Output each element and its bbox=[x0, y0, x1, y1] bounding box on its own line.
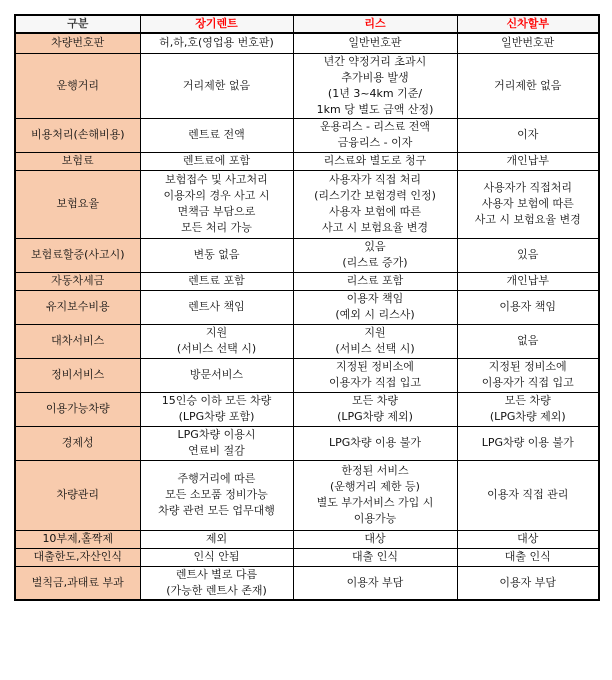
cell-lease bbox=[293, 33, 457, 53]
row-category-label: 보험료할증(사고시) bbox=[15, 238, 140, 272]
cell-text-line: 사용자 보험에 따른 bbox=[328, 205, 421, 218]
cell-installment bbox=[457, 392, 599, 426]
cell-text-line: 이용자 책임 bbox=[346, 292, 404, 305]
cell-text-line: 이용자 부담 bbox=[499, 575, 557, 589]
table-header-row bbox=[15, 15, 599, 33]
cell-text-line: 보험접수 및 사고처리 bbox=[165, 173, 268, 186]
comparison-table-container bbox=[14, 14, 598, 601]
header-category: 구분 bbox=[15, 15, 140, 33]
cell-text-line: (운행거리 제한 등) bbox=[330, 480, 420, 493]
cell-text-line: (예외 시 리스사) bbox=[335, 308, 415, 321]
cell-text-line: 리스료 포함 bbox=[346, 274, 404, 287]
row-category-label: 차량번호판 bbox=[15, 33, 140, 53]
cell-text-line: 차량 관련 모든 업무대행 bbox=[158, 504, 275, 517]
cell-long-term-rent bbox=[140, 238, 293, 272]
cell-long-term-rent bbox=[140, 324, 293, 358]
cell-installment bbox=[457, 33, 599, 53]
cell-text-line: 지정된 정비소에 bbox=[336, 360, 414, 373]
cell-installment bbox=[457, 170, 599, 238]
cell-text-line: (서비스 선택 시) bbox=[335, 342, 415, 355]
cell-text-line: 이용가능 bbox=[353, 512, 397, 525]
row-category-label: 경제성 bbox=[15, 426, 140, 460]
cell-text-line: 면책금 부담으로 bbox=[177, 205, 256, 218]
cell-text-line: 모든 차량 bbox=[351, 394, 398, 407]
header-lease: 리스 bbox=[293, 15, 457, 33]
cell-lease bbox=[293, 460, 457, 530]
table-row bbox=[15, 272, 599, 290]
cell-text-line: (가능한 렌트사 존재) bbox=[166, 583, 267, 597]
cell-text-line: 렌트료 전액 bbox=[188, 128, 245, 141]
cell-text-line: 사고 시 보험요율 변경 bbox=[321, 221, 429, 234]
row-category-label: 벌칙금,과태료 부과 bbox=[15, 566, 140, 600]
cell-installment bbox=[457, 426, 599, 460]
cell-text-line: (리스기간 보험경력 인정) bbox=[314, 189, 436, 202]
cell-text-line: 이용자가 직접 입고 bbox=[328, 376, 421, 389]
cell-long-term-rent bbox=[140, 392, 293, 426]
cell-text-line: 일반번호판 bbox=[501, 36, 555, 50]
cell-text-line: 있음 bbox=[517, 248, 539, 261]
cell-text-line: (1년 3~4km 기준/ bbox=[327, 86, 423, 100]
table-row bbox=[15, 324, 599, 358]
table-row bbox=[15, 290, 599, 324]
cell-text-line: 이용자의 경우 사고 시 bbox=[163, 189, 270, 202]
cell-text-line: 렌트사 책임 bbox=[188, 300, 245, 313]
table-row bbox=[15, 530, 599, 548]
cell-text-line: 이자 bbox=[517, 128, 539, 141]
cell-text-line: 별도 부가서비스 가입 시 bbox=[316, 496, 434, 509]
table-row bbox=[15, 548, 599, 566]
row-category-label: 대출한도,자산인식 bbox=[15, 548, 140, 566]
table-row bbox=[15, 170, 599, 238]
cell-text-line: 렌트료에 포함 bbox=[182, 154, 251, 167]
cell-lease bbox=[293, 530, 457, 548]
cell-text-line: 없음 bbox=[517, 334, 539, 347]
cell-text-line: LPG차량 이용시 bbox=[177, 428, 256, 441]
cell-text-line: 인식 안됨 bbox=[193, 550, 240, 563]
cell-text-line: 모든 처리 가능 bbox=[181, 221, 252, 234]
cell-text-line: 년간 약정거리 초과시 bbox=[323, 54, 427, 68]
cell-text-line: 운용리스 - 리스료 전액 bbox=[319, 120, 431, 133]
cell-lease bbox=[293, 392, 457, 426]
table-row bbox=[15, 358, 599, 392]
cell-long-term-rent bbox=[140, 290, 293, 324]
cell-lease bbox=[293, 290, 457, 324]
cell-text-line: (LPG차량 제외) bbox=[489, 410, 566, 423]
table-body bbox=[15, 33, 599, 600]
cell-text-line: 연료비 절감 bbox=[188, 444, 245, 457]
table-row bbox=[15, 238, 599, 272]
cell-long-term-rent bbox=[140, 548, 293, 566]
cell-text-line: (LPG차량 포함) bbox=[178, 410, 255, 423]
cell-installment bbox=[457, 272, 599, 290]
cell-text-line: 대상 bbox=[364, 532, 386, 545]
cell-installment bbox=[457, 566, 599, 600]
cell-installment bbox=[457, 530, 599, 548]
table-row bbox=[15, 33, 599, 53]
cell-text-line: 이용자가 직접 입고 bbox=[481, 376, 574, 389]
row-category-label: 대차서비스 bbox=[15, 324, 140, 358]
cell-text-line: 거리제한 없음 bbox=[494, 78, 562, 92]
cell-long-term-rent bbox=[140, 460, 293, 530]
table-row bbox=[15, 392, 599, 426]
cell-long-term-rent bbox=[140, 152, 293, 170]
cell-installment bbox=[457, 152, 599, 170]
cell-installment bbox=[457, 290, 599, 324]
cell-installment bbox=[457, 460, 599, 530]
row-category-label: 이용가능차량 bbox=[15, 392, 140, 426]
cell-lease bbox=[293, 272, 457, 290]
cell-lease bbox=[293, 548, 457, 566]
cell-long-term-rent bbox=[140, 272, 293, 290]
cell-lease bbox=[293, 566, 457, 600]
cell-text-line: 렌트사 별로 다름 bbox=[175, 567, 258, 581]
cell-long-term-rent bbox=[140, 358, 293, 392]
cell-text-line: 지원 bbox=[364, 326, 386, 339]
cell-text-line: 허,하,호(영업용 번호판) bbox=[159, 36, 274, 50]
cell-lease bbox=[293, 152, 457, 170]
cell-text-line: 사용자가 직접처리 bbox=[483, 181, 572, 194]
cell-text-line: 개인납부 bbox=[506, 274, 549, 287]
cell-text-line: 개인납부 bbox=[506, 154, 549, 167]
table-row bbox=[15, 152, 599, 170]
header-long-term-rent: 장기렌트 bbox=[140, 15, 293, 33]
cell-lease bbox=[293, 118, 457, 152]
row-category-label: 비용처리(손해비용) bbox=[15, 118, 140, 152]
cell-text-line: (LPG차량 제외) bbox=[337, 410, 413, 423]
cell-lease bbox=[293, 170, 457, 238]
table-row bbox=[15, 460, 599, 530]
table-row bbox=[15, 566, 599, 600]
header-installment: 신차할부 bbox=[457, 15, 599, 33]
cell-text-line: (리스료 증가) bbox=[342, 256, 408, 269]
cell-long-term-rent bbox=[140, 426, 293, 460]
cell-text-line: 15인승 이하 모든 차량 bbox=[161, 394, 272, 407]
cell-text-line: 리스료와 별도로 청구 bbox=[323, 154, 427, 167]
cell-lease bbox=[293, 53, 457, 118]
cell-text-line: 대상 bbox=[517, 532, 539, 545]
cell-long-term-rent bbox=[140, 170, 293, 238]
cell-text-line: 주행거리에 따른 bbox=[177, 472, 256, 485]
cell-installment bbox=[457, 548, 599, 566]
cell-long-term-rent bbox=[140, 566, 293, 600]
cell-lease bbox=[293, 426, 457, 460]
cell-text-line: 금융리스 - 이자 bbox=[337, 136, 413, 149]
cell-text-line: (서비스 선택 시) bbox=[176, 342, 257, 355]
cell-text-line: 있음 bbox=[364, 240, 386, 253]
cell-installment bbox=[457, 118, 599, 152]
cell-text-line: 사고 시 보험요율 변경 bbox=[474, 213, 581, 226]
cell-text-line: 대출 인식 bbox=[351, 550, 398, 563]
row-category-label: 정비서비스 bbox=[15, 358, 140, 392]
cell-lease bbox=[293, 324, 457, 358]
row-category-label: 자동차세금 bbox=[15, 272, 140, 290]
row-category-label: 운행거리 bbox=[15, 53, 140, 118]
row-category-label: 차량관리 bbox=[15, 460, 140, 530]
cell-long-term-rent bbox=[140, 33, 293, 53]
cell-text-line: 모든 소모품 정비가능 bbox=[165, 488, 268, 501]
row-category-label: 보험료 bbox=[15, 152, 140, 170]
cell-text-line: 지정된 정비소에 bbox=[488, 360, 567, 373]
table-row bbox=[15, 426, 599, 460]
cell-long-term-rent bbox=[140, 53, 293, 118]
cell-lease bbox=[293, 238, 457, 272]
cell-text-line: 이용자 직접 관리 bbox=[487, 488, 569, 501]
cell-text-line: 변동 없음 bbox=[193, 248, 240, 261]
cell-text-line: LPG차량 이용 불가 bbox=[328, 436, 422, 449]
cell-long-term-rent bbox=[140, 530, 293, 548]
cell-text-line: 방문서비스 bbox=[189, 368, 244, 381]
cell-text-line: 추가비용 발생 bbox=[341, 70, 409, 84]
cell-text-line: 이용자 부담 bbox=[346, 575, 404, 589]
table-row bbox=[15, 53, 599, 118]
row-category-label: 10부제,홀짝제 bbox=[15, 530, 140, 548]
cell-text-line: 일반번호판 bbox=[348, 36, 402, 50]
row-category-label: 보험요율 bbox=[15, 170, 140, 238]
cell-text-line: 모든 차량 bbox=[504, 394, 551, 407]
cell-text-line: 제외 bbox=[205, 532, 228, 545]
cell-installment bbox=[457, 238, 599, 272]
table-row bbox=[15, 118, 599, 152]
cell-text-line: 거리제한 없음 bbox=[182, 78, 251, 92]
cell-text-line: 지원 bbox=[205, 326, 228, 339]
cell-installment bbox=[457, 358, 599, 392]
cell-text-line: 사용자 보험에 따른 bbox=[481, 197, 574, 210]
cell-text-line: 사용자가 직접 처리 bbox=[328, 173, 421, 186]
cell-installment bbox=[457, 324, 599, 358]
cell-text-line: 1km 당 별도 금액 산정) bbox=[316, 102, 434, 116]
cell-long-term-rent bbox=[140, 118, 293, 152]
cell-lease bbox=[293, 358, 457, 392]
cell-installment bbox=[457, 53, 599, 118]
row-category-label: 유지보수비용 bbox=[15, 290, 140, 324]
cell-text-line: 한정된 서비스 bbox=[341, 464, 409, 477]
cell-text-line: 렌트료 포함 bbox=[188, 274, 245, 287]
cell-text-line: LPG차량 이용 불가 bbox=[481, 436, 574, 449]
comparison-table bbox=[14, 14, 600, 601]
cell-text-line: 대출 인식 bbox=[504, 550, 551, 563]
cell-text-line: 이용자 책임 bbox=[499, 300, 557, 313]
